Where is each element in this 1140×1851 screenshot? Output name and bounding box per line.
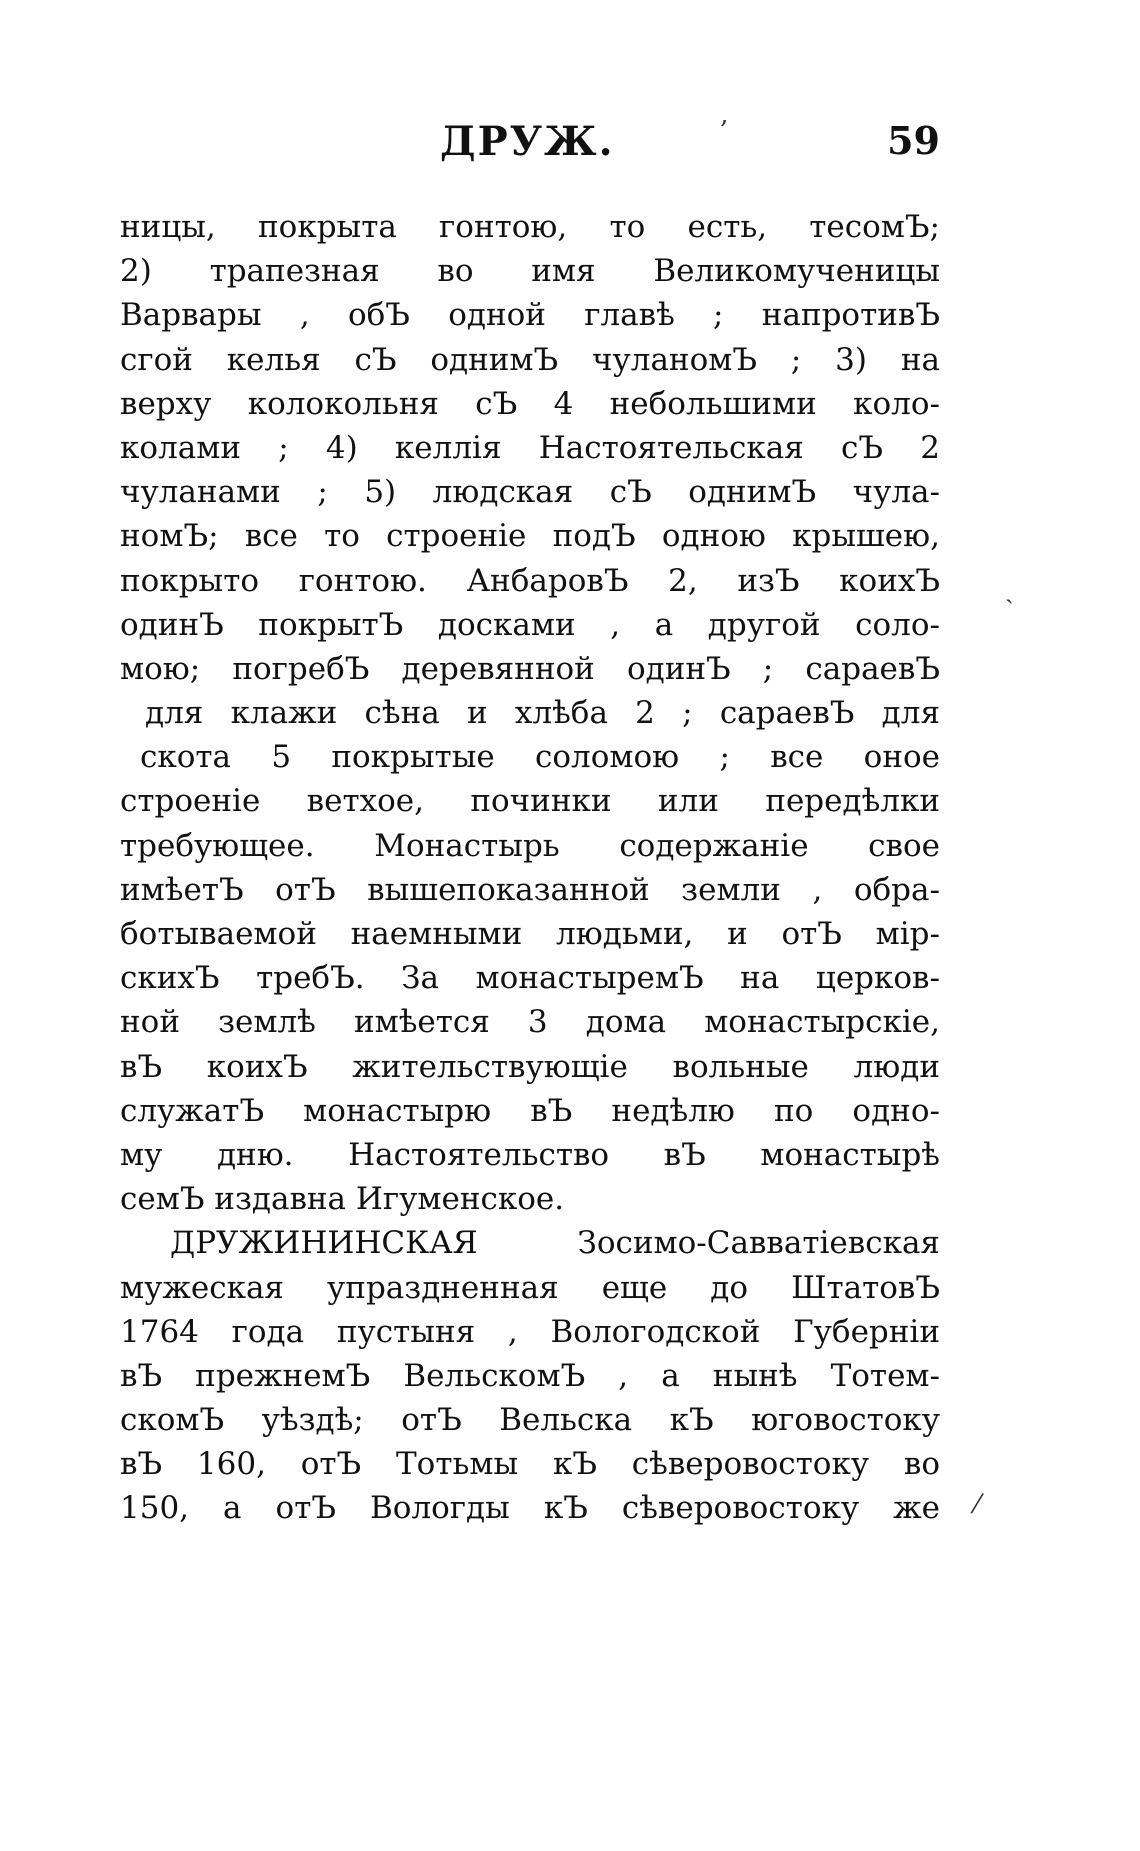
text-line: ной землѣ имѣется 3 дома монастырскіе,	[120, 1004, 940, 1041]
running-head	[120, 118, 940, 178]
text-line: 150, а отЪ Вологды кЪ сѣверовостоку же	[120, 1490, 940, 1527]
text-line: верху колокольня сЪ 4 небольшими коло-	[120, 385, 940, 422]
text-line: скихЪ требЪ. За монастыремЪ на церков-	[120, 960, 940, 997]
text-line: имѣетЪ отЪ вышепоказанной земли , обра-	[120, 871, 940, 908]
stray-ink-mark: ⁄	[975, 1490, 980, 1520]
text-line: мою; погребЪ деревянной одинЪ ; сараевЪ	[120, 650, 940, 687]
text-line: мужеская упраздненная еще до ШтатовЪ	[120, 1269, 940, 1306]
text-line: ботываемой наемными людьми, и отЪ мір-	[120, 916, 940, 952]
text-line: му дню. Настоятельство вЪ монастырѣ	[120, 1136, 940, 1173]
text-line: 2) трапезная во имя Великомученицы	[120, 253, 940, 290]
body-text	[120, 205, 940, 1531]
text-line: ницы, покрыта гонтою, то есть, тесомЪ;	[120, 209, 940, 245]
text-line: скота 5 покрытые соломою ; все оное	[140, 739, 940, 776]
text-line: одинЪ покрытЪ досками , а другой соло-	[120, 606, 940, 643]
text-line: 1764 года пустыня , Вологодской Губерніи	[120, 1313, 940, 1350]
text-line: Варвары , обЪ одной главѣ ; напротивЪ	[120, 297, 940, 334]
text-line: семЪ издавна Игуменское.	[120, 1181, 565, 1218]
text-line: колами ; 4) келлія Настоятельская сЪ 2	[120, 429, 940, 466]
text-line: скомЪ уѣздѣ; отЪ Вельска кЪ юговостоку	[120, 1402, 940, 1439]
page-number: 59	[887, 118, 940, 163]
text-line: строеніе ветхое, починки или передѣлки	[120, 783, 940, 820]
text-line: вЪ коихЪ жительствующіе вольные люди	[120, 1048, 940, 1085]
text-line: служатЪ монастырю вЪ недѣлю по одно-	[120, 1092, 940, 1129]
text-line: номЪ; все то строеніе подЪ одною крышею,	[120, 518, 940, 555]
text-line: сгой келья сЪ однимЪ чуланомЪ ; 3) на	[120, 341, 940, 378]
stray-ink-mark: ˏ	[1005, 575, 1014, 605]
text-line: покрыто гонтою. АнбаровЪ 2, изЪ коихЪ	[120, 562, 940, 599]
text-line: вЪ прежнемЪ ВельскомЪ , а нынѣ Тотем-	[120, 1357, 940, 1394]
stray-ink-mark: ‚	[720, 100, 729, 130]
entry-heading-line: ДРУЖИНИНСКАЯ Зосимо-Савватіевская	[170, 1225, 940, 1262]
running-head-title: ДРУЖ.	[440, 118, 615, 165]
text-line: чуланами ; 5) людская сЪ однимЪ чула-	[120, 474, 940, 511]
text-line: вЪ 160, отЪ Тотьмы кЪ сѣверовостоку во	[120, 1446, 940, 1483]
text-line: для клажи сѣна и хлѣба 2 ; сараевЪ для	[145, 695, 940, 732]
text-line: требующее. Монастырь содержаніе свое	[120, 827, 940, 864]
